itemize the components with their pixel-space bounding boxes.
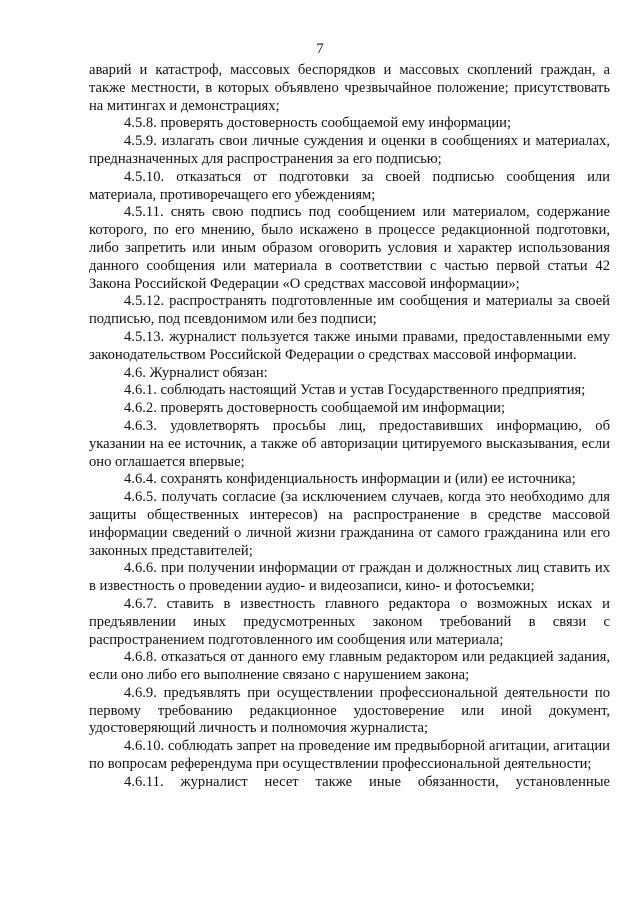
paragraph-4-6-6: 4.6.6. при получении информации от граждан и должностных лиц ставить их в известность о проведении аудио- и видеозаписи, кино- и фотосъемки;: [89, 560, 610, 595]
paragraph-4-6-3: 4.6.3. удовлетворять просьбы лиц, предоставивших информацию, об указании на ее источник, а также об авторизации цитируемого высказывания, если оно оглашается впервые;: [89, 417, 610, 470]
paragraph-4-6-1: 4.6.1. соблюдать настоящий Устав и устав Государственного предприятия;: [124, 382, 586, 399]
paragraph-4-6-11: 4.6.11. журналист несет также иные обязанности, установленные: [124, 773, 610, 790]
paragraph-continuation: аварий и катастроф, массовых беспорядков и массовых скоплений граждан, а также местности, в которых объявлено чрезвычайное положение; присутствовать на митингах и демонстрациях;: [89, 62, 610, 114]
paragraph-4-6-5: 4.6.5. получать согласие (за исключением случаев, когда это необходимо для защиты общественных интересов) на распространение в средстве массовой информации сведений о личной жизни гражданина от самого гражданина или его законных представителей;: [89, 489, 610, 559]
paragraph-4-5-10: 4.5.10. отказаться от подготовки за своей подписью сообщения или материала, противоречащего его убеждениям;: [89, 168, 610, 203]
paragraph-4-6-7: 4.6.7. ставить в известность главного редактора о возможных исках и предъявлении иных предусмотренных законом требований в связи с распространением подготовленного им сообщения или материала;: [89, 595, 610, 648]
paragraph-4-6-4: 4.6.4. сохранять конфиденциальность информации и (или) ее источника;: [124, 471, 576, 488]
paragraph-4-6: 4.6. Журналист обязан:: [124, 364, 268, 381]
paragraph-4-6-9: 4.6.9. предъявлять при осуществлении профессиональной деятельности по первому требованию редакционное удостоверение или иной документ, удостоверяющий личность и полномочия журналиста;: [89, 684, 610, 737]
page-number: 7: [316, 41, 324, 57]
document-body: [89, 62, 610, 792]
paragraph-4-6-10: 4.6.10. соблюдать запрет на проведение им предвыборной агитации, агитации по вопросам референдума при осуществлении профессиональной деятельности;: [89, 738, 610, 773]
paragraph-4-5-9: 4.5.9. излагать свои личные суждения и оценки в сообщениях и материалах, предназначенных для распространения за его подписью;: [89, 133, 610, 167]
paragraph-4-6-2: 4.6.2. проверять достоверность сообщаемой им информации;: [124, 400, 506, 417]
paragraph-4-5-12: 4.5.12. распространять подготовленные им сообщения и материалы за своей подписью, под псевдонимом или без подписи;: [89, 293, 610, 328]
paragraph-4-5-11: 4.5.11. снять свою подпись под сообщением или материалом, содержание которого, по его мнению, было искажено в процессе редакционной подготовки, либо запретить или иным образом оговорить условия и характер использования данного сообщения или материала в соответствии с частью первой статьи 42 Закона Российской Федерации «О средствах массовой информации»;: [89, 204, 610, 292]
paragraph-4-5-8: 4.5.8. проверять достоверность сообщаемой ему информации;: [124, 115, 511, 132]
paragraph-4-5-13: 4.5.13. журналист пользуется также иными правами, предоставленными ему законодательством Российской Федерации о средствах массовой информации.: [89, 328, 610, 363]
paragraph-4-6-8: 4.6.8. отказаться от данного ему главным редактором или редакцией задания, если оно либо его выполнение связано с нарушением закона;: [89, 649, 610, 684]
